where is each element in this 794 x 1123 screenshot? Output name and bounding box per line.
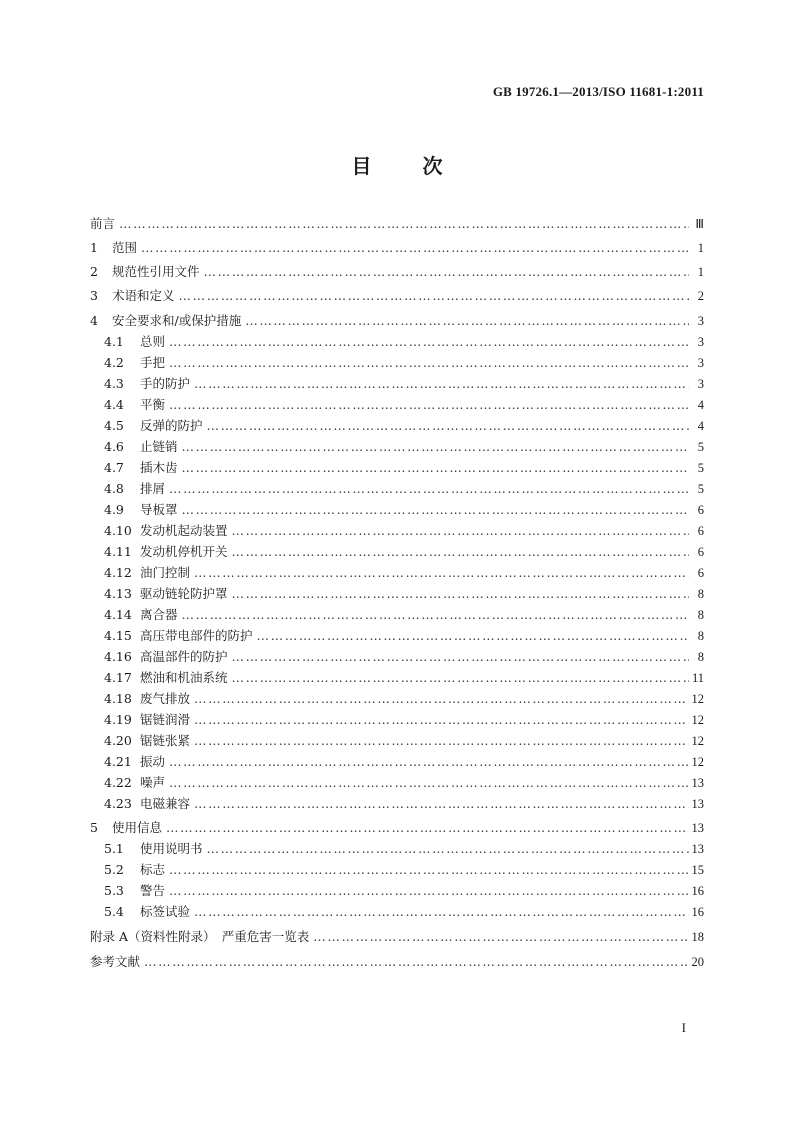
toc-entry-number: 4.8 <box>104 481 124 496</box>
page-number: I <box>681 1020 686 1035</box>
toc-entry-label: 标签试验 <box>140 904 191 919</box>
toc-leader-dots <box>182 607 689 623</box>
toc-entry[interactable] <box>90 820 704 836</box>
toc-entry[interactable] <box>104 712 704 728</box>
toc-leader-dots <box>257 628 689 644</box>
toc-entry-label: 插木齿 <box>140 460 178 475</box>
toc-entry[interactable] <box>104 904 704 920</box>
toc-entry[interactable] <box>104 439 704 455</box>
toc-entry-label: 振动 <box>140 754 166 769</box>
toc-entry-number: 4.23 <box>104 796 132 811</box>
toc-entry-number: 4.16 <box>104 649 132 664</box>
toc-entry-label: 总则 <box>140 334 166 349</box>
toc-entry[interactable] <box>104 607 704 623</box>
toc-entry[interactable] <box>104 754 704 770</box>
toc-entry-label: 发动机起动装置 <box>140 523 228 538</box>
toc-entry-number: 4 <box>90 313 98 328</box>
toc-entry-page: 16 <box>691 905 704 919</box>
toc-entry[interactable] <box>104 586 704 602</box>
toc-entry-number: 1 <box>90 240 98 255</box>
toc-entry-label: 前言 <box>90 216 116 231</box>
toc-entry-number: 4.10 <box>104 523 132 538</box>
toc-entry-label: 废气排放 <box>140 691 191 706</box>
toc-entry[interactable] <box>90 313 704 329</box>
toc-entry-label: 噪声 <box>140 775 166 790</box>
toc-entry[interactable] <box>104 565 704 581</box>
toc-entry[interactable] <box>104 460 704 476</box>
toc-entry-page: 13 <box>691 842 704 856</box>
toc-entry[interactable] <box>104 883 704 899</box>
toc-leader-dots <box>169 862 688 878</box>
toc-entry-number: 4.11 <box>104 544 132 559</box>
toc-entry[interactable] <box>104 862 704 878</box>
toc-entry-label: 止链销 <box>140 439 178 454</box>
toc-entry-label: 规范性引用文件 <box>112 264 200 279</box>
toc-entry[interactable] <box>104 397 704 413</box>
toc-entry-page: 16 <box>691 884 704 898</box>
toc-entry-page: 2 <box>697 289 704 303</box>
toc-entry-page: 20 <box>691 955 704 969</box>
toc-entry[interactable] <box>104 334 704 350</box>
toc-entry-page: 6 <box>697 524 704 538</box>
toc-entry[interactable] <box>90 929 704 945</box>
toc-entry-page: 12 <box>691 713 704 727</box>
toc-entry[interactable] <box>90 264 704 280</box>
toc-entry-label: 平衡 <box>140 397 166 412</box>
toc-entry-label: 使用说明书 <box>140 841 203 856</box>
toc-entry-page: 12 <box>691 692 704 706</box>
toc-entry[interactable] <box>104 544 704 560</box>
toc-entry-page: 6 <box>697 503 704 517</box>
toc-entry-number: 2 <box>90 264 98 279</box>
toc-entry-label: 附录 A（资料性附录） 严重危害一览表 <box>90 929 310 944</box>
toc-entry-number: 4.4 <box>104 397 124 412</box>
toc-entry-page: 4 <box>697 419 704 433</box>
toc-leader-dots <box>144 954 688 970</box>
toc-entry[interactable] <box>104 523 704 539</box>
toc-entry[interactable] <box>104 376 704 392</box>
toc-entry-page: 5 <box>697 461 704 475</box>
toc-entry-page: 3 <box>697 377 704 391</box>
toc-entry-page: 12 <box>691 734 704 748</box>
toc-leader-dots <box>179 288 689 304</box>
toc-entry[interactable] <box>104 355 704 371</box>
toc-leader-dots <box>194 796 688 812</box>
toc-entry-page: 1 <box>697 241 704 255</box>
toc-leader-dots <box>232 523 689 539</box>
toc-entry-page: 3 <box>697 356 704 370</box>
document-code-header: GB 19726.1—2013/ISO 11681-1:2011 <box>492 84 704 99</box>
toc-leader-dots <box>204 264 689 280</box>
title-char-1: 目 <box>351 154 372 178</box>
toc-entry[interactable] <box>104 670 704 686</box>
toc-entry-number: 4.21 <box>104 754 132 769</box>
toc-entry[interactable] <box>90 240 704 256</box>
toc-entry[interactable] <box>104 775 704 791</box>
toc-entry-page: 3 <box>697 314 704 328</box>
toc-entry-number: 5.3 <box>104 883 124 898</box>
toc-entry-page: 4 <box>697 398 704 412</box>
toc-entry-label: 离合器 <box>140 607 178 622</box>
toc-leader-dots <box>313 929 688 945</box>
toc-entry-number: 5.4 <box>104 904 124 919</box>
toc-leader-dots <box>245 313 689 329</box>
title-char-2: 次 <box>422 154 443 178</box>
toc-leader-dots <box>207 841 689 857</box>
toc-entry[interactable] <box>104 733 704 749</box>
toc-leader-dots <box>194 904 688 920</box>
toc-leader-dots <box>194 733 688 749</box>
toc-entry-label: 导板罩 <box>140 502 178 517</box>
toc-entry-label: 参考文献 <box>90 954 141 969</box>
toc-entry-label: 燃油和机油系统 <box>140 670 228 685</box>
toc-leader-dots <box>169 883 688 899</box>
toc-entry-page: 8 <box>697 587 704 601</box>
toc-leader-dots <box>169 754 688 770</box>
toc-entry-label: 油门控制 <box>140 565 191 580</box>
toc-entry-label: 使用信息 <box>112 820 163 835</box>
toc-leader-dots <box>182 460 689 476</box>
toc-entry-label: 警告 <box>140 883 166 898</box>
toc-entry-page: 13 <box>691 797 704 811</box>
toc-entry-page: 5 <box>697 440 704 454</box>
toc-leader-dots <box>119 216 689 232</box>
toc-entry-page: 6 <box>697 566 704 580</box>
toc-entry-page: 18 <box>691 930 704 944</box>
toc-entry[interactable] <box>104 418 704 434</box>
toc-entry-number: 4.5 <box>104 418 124 433</box>
toc-entry-number: 5 <box>90 820 98 835</box>
toc-entry[interactable] <box>90 216 704 232</box>
toc-entry-page: 12 <box>691 755 704 769</box>
toc-entry-number: 4.19 <box>104 712 132 727</box>
toc-leader-dots <box>194 712 688 728</box>
toc-leader-dots <box>207 418 689 434</box>
toc-entry-page: 1 <box>697 265 704 279</box>
toc-leader-dots <box>194 691 688 707</box>
toc-entry-label: 高温部件的防护 <box>140 649 228 664</box>
toc-entry-label: 锯链润滑 <box>140 712 191 727</box>
toc-entry-label: 标志 <box>140 862 166 877</box>
toc-entry-page: 3 <box>697 335 704 349</box>
toc-entry-label: 反弹的防护 <box>140 418 203 433</box>
toc-entry-number: 4.9 <box>104 502 124 517</box>
toc-entry-number: 4.13 <box>104 586 132 601</box>
toc-entry-page: 8 <box>697 629 704 643</box>
toc-entry-page: 13 <box>691 821 704 835</box>
toc-leader-dots <box>232 544 689 560</box>
toc-entry-number: 4.20 <box>104 733 132 748</box>
toc-entry[interactable] <box>90 954 704 970</box>
toc-leader-dots <box>232 670 689 686</box>
toc-entry-page: 6 <box>697 545 704 559</box>
toc-entry-page: 13 <box>691 776 704 790</box>
toc-entry-number: 3 <box>90 288 98 303</box>
toc-leader-dots <box>169 481 689 497</box>
toc-entry-page: 8 <box>697 650 704 664</box>
toc-entry-number: 5.1 <box>104 841 124 856</box>
toc-leader-dots <box>141 240 689 256</box>
toc-entry[interactable] <box>90 288 704 304</box>
toc-entry-number: 4.15 <box>104 628 132 643</box>
toc-entry-number: 4.22 <box>104 775 132 790</box>
toc-entry-number: 4.14 <box>104 607 132 622</box>
toc-entry[interactable] <box>104 628 704 644</box>
toc-entry-label: 安全要求和/或保护措施 <box>112 313 242 328</box>
toc-entry-number: 5.2 <box>104 862 124 877</box>
page-title <box>0 150 794 179</box>
toc-leader-dots <box>232 586 689 602</box>
toc-entry-label: 驱动链轮防护罩 <box>140 586 228 601</box>
toc-entry-label: 手的防护 <box>140 376 191 391</box>
toc-leader-dots <box>232 649 689 665</box>
toc-entry[interactable] <box>104 841 704 857</box>
toc-entry-number: 4.2 <box>104 355 124 370</box>
toc-entry-label: 电磁兼容 <box>140 796 191 811</box>
toc-leader-dots <box>169 775 688 791</box>
toc-entry-page: 8 <box>697 608 704 622</box>
toc-entry-label: 术语和定义 <box>112 288 175 303</box>
toc-entry-number: 4.12 <box>104 565 132 580</box>
toc-entry-number: 4.17 <box>104 670 132 685</box>
toc-entry-number: 4.1 <box>104 334 124 349</box>
toc-leader-dots <box>169 334 689 350</box>
toc-leader-dots <box>182 439 689 455</box>
toc-entry-label: 手把 <box>140 355 166 370</box>
toc-entry-label: 发动机停机开关 <box>140 544 228 559</box>
toc-entry-page: 11 <box>691 671 704 685</box>
toc-entry[interactable] <box>104 481 704 497</box>
toc-entry-page: 15 <box>691 863 704 877</box>
toc-leader-dots <box>169 397 689 413</box>
toc-entry[interactable] <box>104 502 704 518</box>
toc-entry-label: 高压带电部件的防护 <box>140 628 253 643</box>
toc-entry-label: 排屑 <box>140 481 166 496</box>
toc-leader-dots <box>182 502 689 518</box>
toc-entry-page: 5 <box>697 482 704 496</box>
toc-leader-dots <box>194 376 689 392</box>
toc-entry-number: 4.18 <box>104 691 132 706</box>
toc-entry-number: 4.6 <box>104 439 124 454</box>
toc-entry[interactable] <box>104 691 704 707</box>
toc-entry-label: 范围 <box>112 240 138 255</box>
toc-leader-dots <box>166 820 688 836</box>
toc-entry[interactable] <box>104 796 704 812</box>
toc-entry-number: 4.7 <box>104 460 124 475</box>
toc-entry[interactable] <box>104 649 704 665</box>
toc-entry-label: 锯链张紧 <box>140 733 191 748</box>
toc-entry-page: Ⅲ <box>695 217 704 231</box>
toc-entry-number: 4.3 <box>104 376 124 391</box>
toc-leader-dots <box>194 565 689 581</box>
toc-leader-dots <box>169 355 689 371</box>
